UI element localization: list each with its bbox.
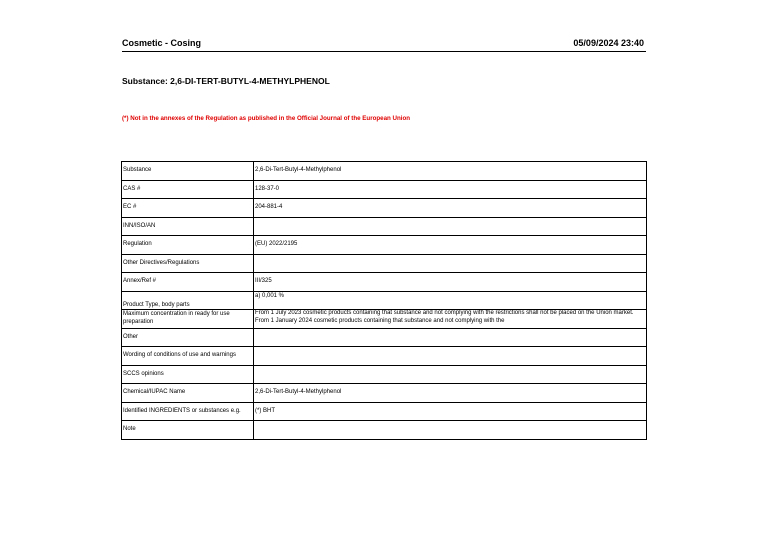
table-row [122,347,647,366]
table-row [122,199,647,218]
row-value: III/325 [254,273,647,292]
row-value [254,421,647,440]
substance-heading: Substance: 2,6-DI-TERT-BUTYL-4-METHYLPHENOL [122,76,330,86]
page-header [122,38,646,52]
row-label: Product Type, body parts [122,291,254,310]
row-value [254,254,647,273]
header-title: Cosmetic - Cosing [122,38,202,48]
table-row [122,236,647,255]
row-value: 204-881-4 [254,199,647,218]
row-value: (*) BHT [254,402,647,421]
row-label: CAS # [122,180,254,199]
row-label: SCCS opinions [122,365,254,384]
row-value [254,310,647,329]
row-value [254,365,647,384]
table-row [122,291,647,310]
row-label: Substance [122,162,254,181]
table-row [122,402,647,421]
row-label: Annex/Ref # [122,273,254,292]
row-value: 128-37-0 [254,180,647,199]
row-label: Regulation [122,236,254,255]
row-label: Maximum concentration in ready for use preparation [122,310,254,329]
row-label: Other [122,328,254,347]
max-concentration-text: From 1 July 2023 cosmetic products containing that substance and not complying with the restrictions shall not be placed on the Union market. From 1 January 2024 cosmetic products containing that substance and not complying with the [255,310,634,324]
table-row [122,254,647,273]
table-row [122,328,647,347]
row-value: 2,6-Di-Tert-Butyl-4-Methylphenol [254,384,647,403]
row-value [254,347,647,366]
table-row [122,365,647,384]
regulation-note: (*) Not in the annexes of the Regulation as published in the Official Journal of the European Union [122,115,411,122]
table-row [122,310,647,329]
table-row [122,384,647,403]
row-label: INN/ISO/AN [122,217,254,236]
row-label: EC # [122,199,254,218]
substance-details-table [121,161,647,440]
row-label: Identified INGREDIENTS or substances e.g. [122,402,254,421]
row-value: a) 0,001 % [254,291,647,310]
row-label: Chemical/IUPAC Name [122,384,254,403]
table-row [122,273,647,292]
table-row [122,421,647,440]
row-value [254,217,647,236]
row-label: Other Directives/Regulations [122,254,254,273]
row-value: (EU) 2022/2195 [254,236,647,255]
row-value: 2,6-Di-Tert-Butyl-4-Methylphenol [254,162,647,181]
table-row [122,162,647,181]
row-label: Wording of conditions of use and warnings [122,347,254,366]
row-label: Note [122,421,254,440]
header-datetime: 05/09/2024 23:40 [573,38,644,48]
row-value [254,328,647,347]
table-row [122,180,647,199]
table-row [122,217,647,236]
